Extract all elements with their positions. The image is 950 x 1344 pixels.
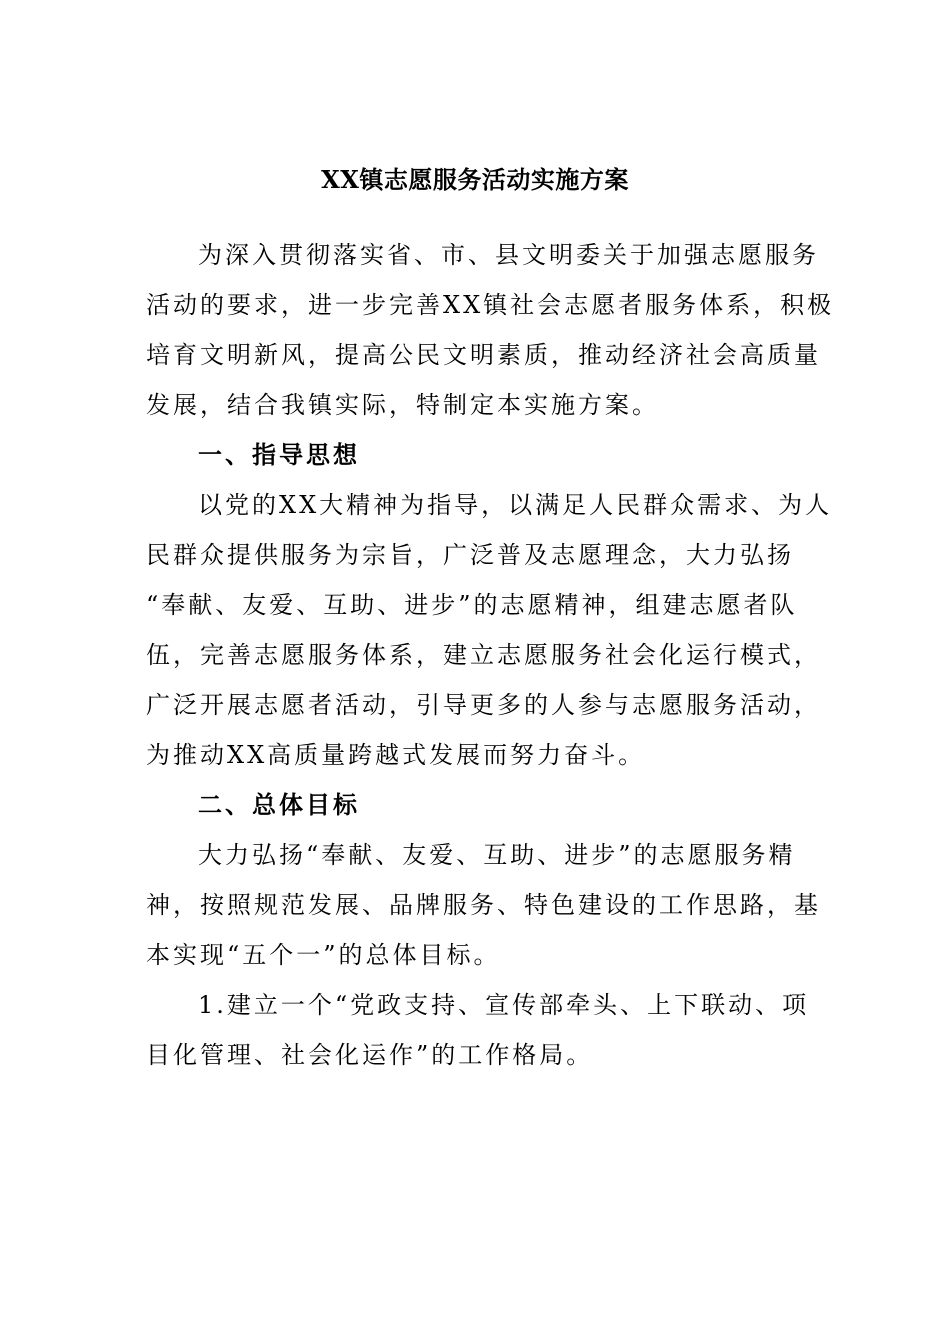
paragraph-line: 广泛开展志愿者活动，引导更多的人参与志愿服务活动， — [146, 691, 821, 719]
section-heading-guiding-ideology: 一、指导思想 — [198, 440, 360, 469]
guiding-ideology-paragraph — [146, 480, 833, 780]
paragraph-line: 1.建立一个“党政支持、宣传部牵头、上下联动、项 — [198, 991, 810, 1019]
document-title: XX镇志愿服务活动实施方案 — [321, 165, 629, 194]
paragraph-line: “奉献、友爱、互助、进步”的志愿精神，组建志愿者队 — [146, 591, 798, 619]
paragraph-line: 活动的要求，进一步完善XX镇社会志愿者服务体系，积极 — [146, 291, 835, 319]
paragraph-line: 神，按照规范发展、品牌服务、特色建设的工作思路，基 — [146, 891, 821, 919]
document-body — [146, 230, 835, 1080]
paragraph-line: 大力弘扬“奉献、友爱、互助、进步”的志愿服务精 — [198, 841, 796, 869]
overall-goal-paragraph — [146, 830, 821, 980]
section-heading-overall-goal: 二、总体目标 — [198, 790, 360, 819]
paragraph-line: 以党的XX大精神为指导，以满足人民群众需求、为人 — [198, 491, 833, 519]
intro-paragraph — [146, 230, 835, 430]
paragraph-line: 培育文明新风，提高公民文明素质，推动经济社会高质量 — [146, 341, 821, 369]
paragraph-line: 为深入贯彻落实省、市、县文明委关于加强志愿服务 — [198, 241, 819, 269]
paragraph-line: 目化管理、社会化运作”的工作格局。 — [146, 1041, 594, 1069]
goal-item-1 — [146, 980, 810, 1080]
paragraph-line: 民群众提供服务为宗旨，广泛普及志愿理念，大力弘扬 — [146, 541, 794, 569]
paragraph-line: 为推动XX高质量跨越式发展而努力奋斗。 — [146, 741, 646, 769]
paragraph-line: 本实现“五个一”的总体目标。 — [146, 941, 501, 969]
paragraph-line: 发展，结合我镇实际，特制定本实施方案。 — [146, 391, 659, 419]
paragraph-line: 伍，完善志愿服务体系，建立志愿服务社会化运行模式， — [146, 641, 821, 669]
